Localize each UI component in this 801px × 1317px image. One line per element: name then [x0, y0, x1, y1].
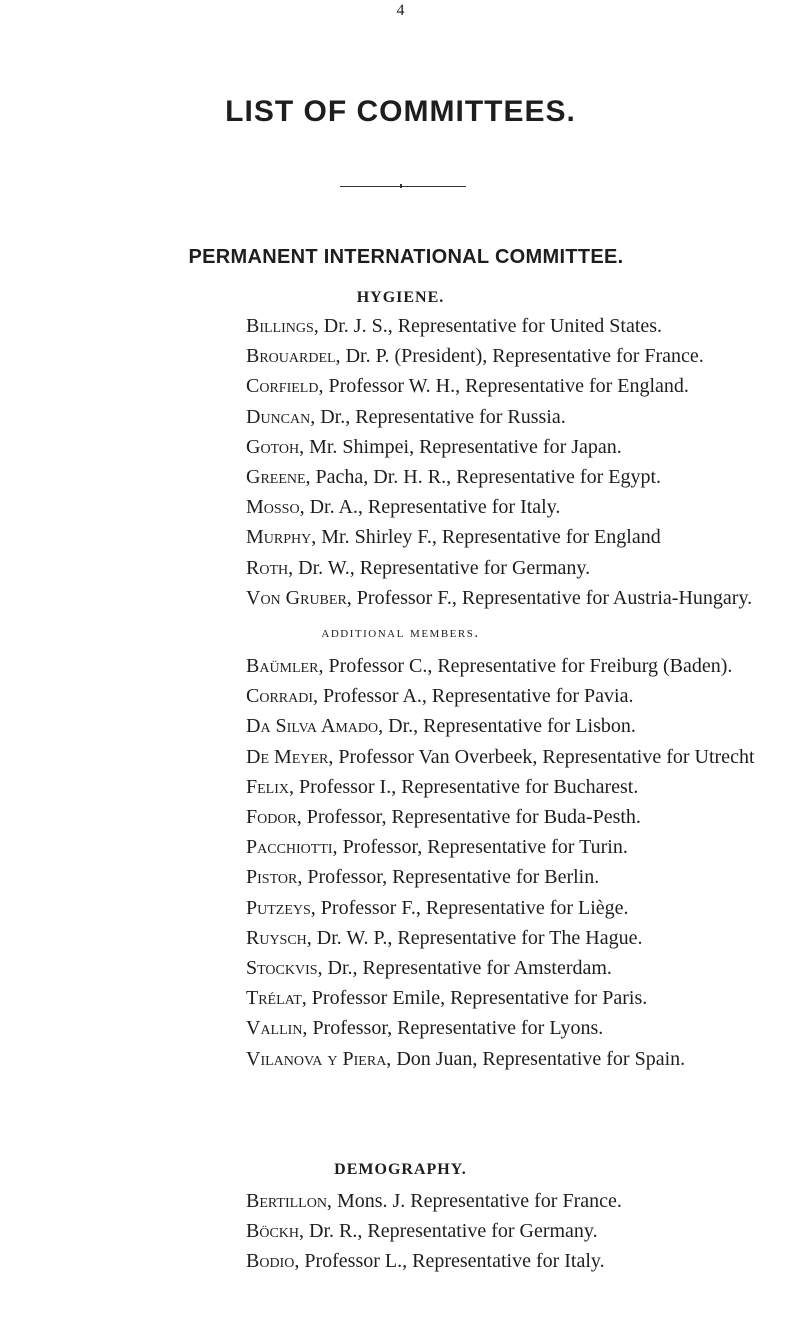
member-surname: Putzeys,	[246, 896, 316, 919]
member-entry	[246, 862, 755, 892]
member-details: Dr. W., Representative for Germany.	[293, 556, 591, 579]
member-surname: Roth,	[246, 556, 294, 579]
member-surname: Da Silva Amado,	[246, 715, 384, 738]
member-details: Professor F., Representative for Liège.	[315, 896, 629, 919]
member-entry	[246, 832, 755, 862]
member-entry	[246, 983, 755, 1013]
member-entry	[246, 893, 755, 923]
member-details: Professor I., Representative for Bucharest.	[294, 775, 639, 798]
member-entry	[246, 1044, 755, 1074]
page-title: LIST OF COMMITTEES.	[225, 95, 576, 128]
member-surname: Vallin,	[246, 1017, 308, 1040]
member-surname: Bodio,	[246, 1250, 300, 1273]
member-surname: Pacchiotti,	[246, 836, 338, 859]
member-surname: Brouardel,	[246, 345, 341, 368]
member-entry	[246, 742, 755, 772]
member-entry	[246, 953, 755, 983]
member-details: Dr. R., Representative for Germany.	[304, 1220, 598, 1243]
member-entry	[246, 553, 752, 583]
member-details: Dr. P. (President), Representative for France.	[340, 345, 704, 368]
committee-title: PERMANENT INTERNATIONAL COMMITTEE.	[188, 246, 624, 268]
member-surname: Corradi,	[246, 685, 319, 708]
member-details: Dr., Representative for Lisbon.	[383, 715, 636, 738]
member-details: Professor Emile, Representative for Paris.	[306, 987, 648, 1010]
section-heading-additional-members: additional members.	[321, 625, 480, 641]
member-surname: Bertillon,	[246, 1190, 332, 1212]
member-details: Dr. W. P., Representative for The Hague.	[311, 926, 643, 949]
member-surname: Felix,	[246, 775, 294, 798]
member-details: Professor L., Representative for Italy.	[299, 1250, 605, 1273]
member-surname: Trélat,	[246, 987, 307, 1010]
member-entry	[246, 802, 755, 832]
member-entry	[246, 1186, 622, 1216]
member-entry	[246, 402, 752, 432]
title-divider	[340, 186, 466, 187]
member-surname: Baümler,	[246, 655, 324, 677]
member-details: Professor F., Representative for Austria-Hungary.	[351, 586, 753, 609]
member-surname: Murphy,	[246, 526, 317, 549]
member-list-additional	[246, 651, 755, 1074]
member-details: Professor, Representative for Turin.	[337, 836, 628, 859]
member-entry	[246, 772, 755, 802]
member-entry	[246, 462, 752, 492]
member-details: Dr. A., Representative for Italy.	[304, 496, 561, 519]
member-details: Professor Van Overbeek, Representative for Utrecht	[333, 745, 755, 768]
member-surname: De Meyer,	[246, 745, 334, 768]
member-surname: Billings,	[246, 315, 319, 337]
member-entry	[246, 522, 752, 552]
member-surname: Pistor,	[246, 866, 303, 889]
member-details: Professor, Representative for Lyons.	[307, 1017, 604, 1040]
member-entry	[246, 1246, 622, 1276]
member-details: Dr., Representative for Amsterdam.	[322, 957, 612, 980]
member-list-demography	[246, 1186, 622, 1277]
member-surname: Von Gruber,	[246, 586, 352, 609]
member-entry	[246, 1216, 622, 1246]
member-surname: Böckh,	[246, 1220, 305, 1243]
member-entry	[246, 711, 755, 741]
section-heading-demography: DEMOGRAPHY.	[334, 1161, 467, 1178]
member-details: Professor, Representative for Buda-Pesth.	[301, 806, 641, 829]
member-entry	[246, 583, 752, 613]
member-surname: Greene,	[246, 466, 311, 489]
member-details: Professor, Representative for Berlin.	[302, 866, 600, 889]
member-entry	[246, 1013, 755, 1043]
member-details: Dr. J. S., Representative for United States.	[318, 315, 663, 337]
member-details: Mr. Shirley F., Representative for England	[316, 526, 661, 549]
member-details: Dr., Representative for Russia.	[315, 405, 566, 428]
member-entry	[246, 681, 755, 711]
member-surname: Ruysch,	[246, 926, 312, 949]
member-surname: Vilanova y Piera,	[246, 1047, 392, 1070]
member-surname: Gotoh,	[246, 435, 305, 458]
member-details: Professor W. H., Representative for England.	[323, 375, 689, 398]
page-number: 4	[396, 2, 405, 19]
member-details: Pacha, Dr. H. R., Representative for Egypt.	[310, 466, 662, 489]
member-list-hygiene	[246, 311, 752, 613]
section-heading-hygiene: HYGIENE.	[356, 289, 445, 306]
member-details: Mons. J. Representative for France.	[331, 1190, 622, 1212]
title-divider-ornament	[400, 184, 402, 188]
member-entry	[246, 432, 752, 462]
member-entry	[246, 371, 752, 401]
member-details: Professor A., Representative for Pavia.	[318, 685, 634, 708]
member-surname: Mosso,	[246, 496, 305, 519]
member-entry	[246, 923, 755, 953]
member-surname: Corfield,	[246, 375, 324, 398]
member-details: Mr. Shimpei, Representative for Japan.	[304, 435, 622, 458]
member-entry	[246, 492, 752, 522]
member-entry	[246, 341, 752, 371]
member-details: Don Juan, Representative for Spain.	[391, 1047, 686, 1070]
member-surname: Duncan,	[246, 405, 316, 428]
member-entry	[246, 651, 755, 681]
member-entry	[246, 311, 752, 341]
member-surname: Stockvis,	[246, 957, 323, 980]
member-surname: Fodor,	[246, 806, 302, 829]
member-details: Professor C., Representative for Freiburg (Baden).	[323, 655, 733, 677]
